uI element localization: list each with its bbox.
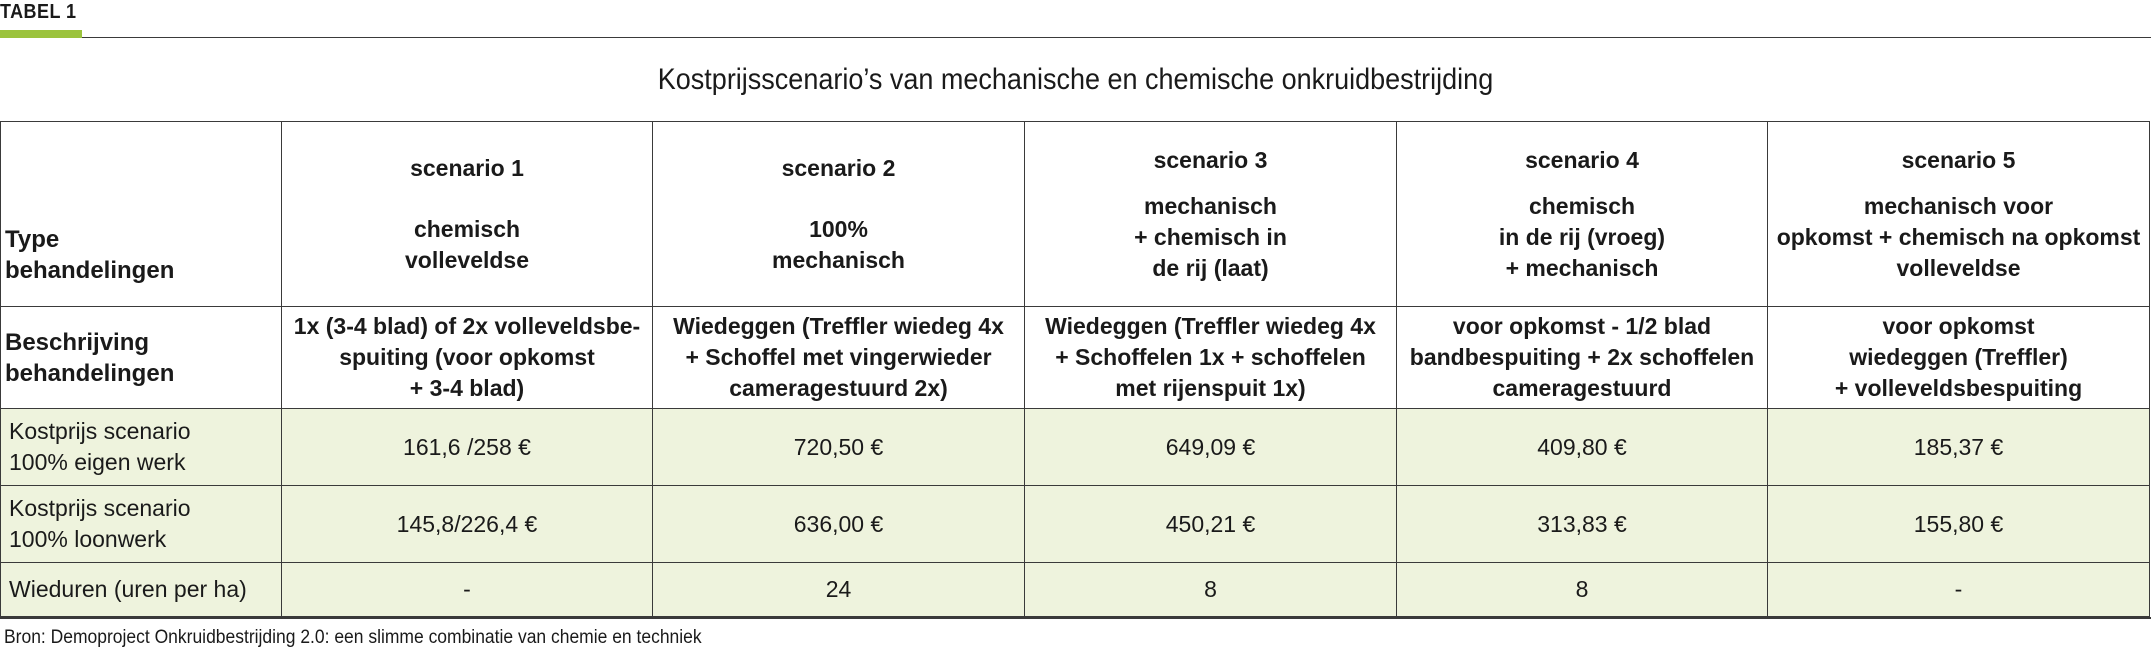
scenario-name: scenario 2 [781,154,896,181]
scenario-header-4 [1397,122,1768,307]
scenario-header-1 [282,122,653,307]
top-divider [82,37,2151,38]
cost-own-cell-2: 720,50 € [653,409,1025,486]
description-cell-3: Wiedeggen (Treffler wiedeg 4x + Schoffelen 1x + schoffelen met rijenspuit 1x) [1025,307,1397,409]
row-label-type [1,122,282,307]
scenario-header-3 [1025,122,1397,307]
scenario-name: scenario 5 [1901,146,2016,173]
scenario-type: chemisch in de rij (vroeg) + mechanisch [1498,192,1666,281]
cost-own-cell-5: 185,37 € [1768,409,2150,486]
scenario-type: 100% mechanisch [772,215,905,273]
cost-own-cell-1: 161,6 /258 € [282,409,653,486]
cost-own-row [1,409,2150,486]
scenario-type: mechanisch voor opkomst + chemisch na opkomst volleveldse [1776,192,2141,281]
cost-contract-cell-1: 145,8/226,4 € [282,486,653,563]
cost-own-cell-4: 409,80 € [1397,409,1768,486]
description-cell-2: Wiedeggen (Treffler wiedeg 4x + Schoffel met vingerwieder cameragestuurd 2x) [653,307,1025,409]
scenario-name: scenario 4 [1525,146,1639,173]
header-row [1,122,2150,307]
cost-contract-cell-5: 155,80 € [1768,486,2150,563]
accent-underline [0,30,82,38]
hours-cell-4: 8 [1397,563,1768,617]
scenario-header-2 [653,122,1025,307]
description-cell-4: voor opkomst - 1/2 blad bandbespuiting + 2x schoffelen cameragestuurd [1397,307,1768,409]
row-label-cost-contract: Kostprijs scenario 100% loonwerk [1,486,282,563]
scenario-type: mechanisch + chemisch in de rij (laat) [1134,192,1287,281]
scenario-header-5 [1768,122,2150,307]
row-label-cost-own: Kostprijs scenario 100% eigen werk [1,409,282,486]
hours-cell-2: 24 [653,563,1025,617]
bottom-divider [0,617,2151,619]
cost-scenario-table [0,121,2150,617]
cost-contract-row [1,486,2150,563]
cost-own-cell-3: 649,09 € [1025,409,1397,486]
scenario-name: scenario 1 [410,154,524,181]
row-label-description-text: Beschrijving behandelingen [5,328,175,387]
hours-cell-3: 8 [1025,563,1397,617]
hours-cell-5: - [1768,563,2150,617]
row-label-hours: Wieduren (uren per ha) [1,563,282,617]
cost-contract-cell-3: 450,21 € [1025,486,1397,563]
description-row [1,307,2150,409]
table-title: Kostprijsscenario’s van mechanische en chemische onkruidbestrijding [657,63,1494,96]
hours-row [1,563,2150,617]
cost-contract-cell-2: 636,00 € [653,486,1025,563]
scenario-type: chemisch volleveldse [404,215,530,273]
hours-cell-1: - [282,563,653,617]
cost-contract-cell-4: 313,83 € [1397,486,1768,563]
source-note: Bron: Demoproject Onkruidbestrijding 2.0: een slimme combinatie van chemie en techniek [4,627,702,648]
table-number-label: TABEL 1 [0,1,77,23]
description-cell-5: voor opkomst wiedeggen (Treffler) + volleveldsbespuiting [1768,307,2150,409]
row-label-description [1,307,282,409]
scenario-name: scenario 3 [1153,146,1268,173]
description-cell-1: 1x (3-4 blad) of 2x volleveldsbe- spuiting (voor opkomst + 3-4 blad) [282,307,653,409]
row-label-type-text: Type behandelingen [5,226,175,284]
